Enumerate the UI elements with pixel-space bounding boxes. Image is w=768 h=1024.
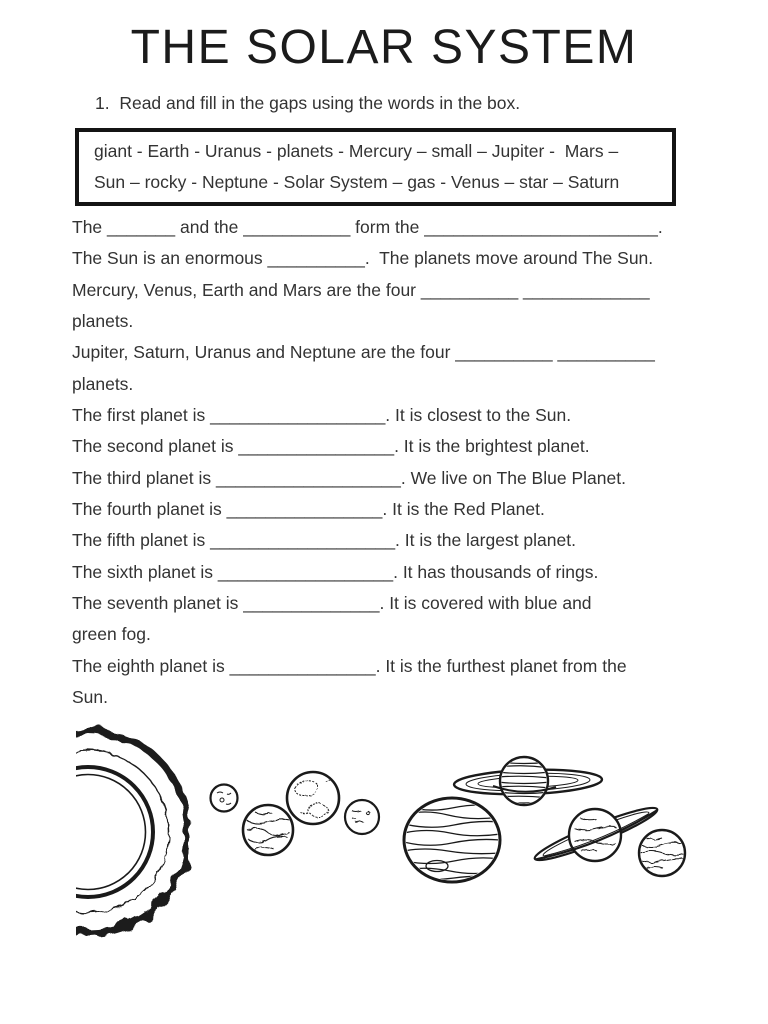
word-bank-row-1: giant - Earth - Uranus - planets - Mercury – small – Jupiter - Mars – xyxy=(94,141,619,161)
fill-in-the-gaps-exercise xyxy=(72,212,728,714)
exercise-line: planets. xyxy=(72,311,134,332)
word-bank-box xyxy=(75,128,676,206)
exercise-line: The _______ and the ___________ form the ________________________. xyxy=(72,217,663,237)
exercise-line: planets. xyxy=(72,373,134,394)
exercise-line: Sun. xyxy=(72,687,108,708)
venus-icon xyxy=(243,805,293,855)
exercise-line: The eighth planet is _______________. It is the furthest planet from the xyxy=(72,655,627,676)
exercise-line: The seventh planet is ______________. It is covered with blue and xyxy=(72,593,592,614)
instruction-text: 1. Read and fill in the gaps using the words in the box. xyxy=(95,93,521,113)
exercise-line: green fog. xyxy=(72,624,151,645)
word-bank-row-2: Sun – rocky - Neptune - Solar System – gas - Venus – star – Saturn xyxy=(94,172,620,192)
exercise-line: The fifth planet is ___________________. It is the largest planet. xyxy=(72,530,576,551)
exercise-line: The sixth planet is __________________. It has thousands of rings. xyxy=(72,561,599,582)
earth-icon xyxy=(287,772,339,824)
sun-icon xyxy=(0,731,189,933)
solar-system-illustration xyxy=(0,700,768,1020)
exercise-line: The fourth planet is ________________. It is the Red Planet. xyxy=(72,499,545,520)
neptune-icon xyxy=(639,830,685,876)
exercise-line: The second planet is ________________. It is the brightest planet. xyxy=(72,436,590,457)
mars-icon xyxy=(345,800,379,834)
jupiter-icon xyxy=(404,798,500,882)
exercise-line: The Sun is an enormous __________. The planets move around The Sun. xyxy=(72,248,654,269)
exercise-line: The first planet is __________________. It is closest to the Sun. xyxy=(72,405,572,426)
exercise-line: The third planet is ___________________. We live on The Blue Planet. xyxy=(72,467,626,488)
saturn-icon xyxy=(454,757,603,805)
worksheet-title: THE SOLAR SYSTEM xyxy=(130,21,638,74)
mercury-icon xyxy=(211,785,238,812)
exercise-line: Jupiter, Saturn, Uranus and Neptune are the four __________ __________ xyxy=(72,342,655,363)
exercise-line: Mercury, Venus, Earth and Mars are the four __________ _____________ xyxy=(72,279,650,300)
